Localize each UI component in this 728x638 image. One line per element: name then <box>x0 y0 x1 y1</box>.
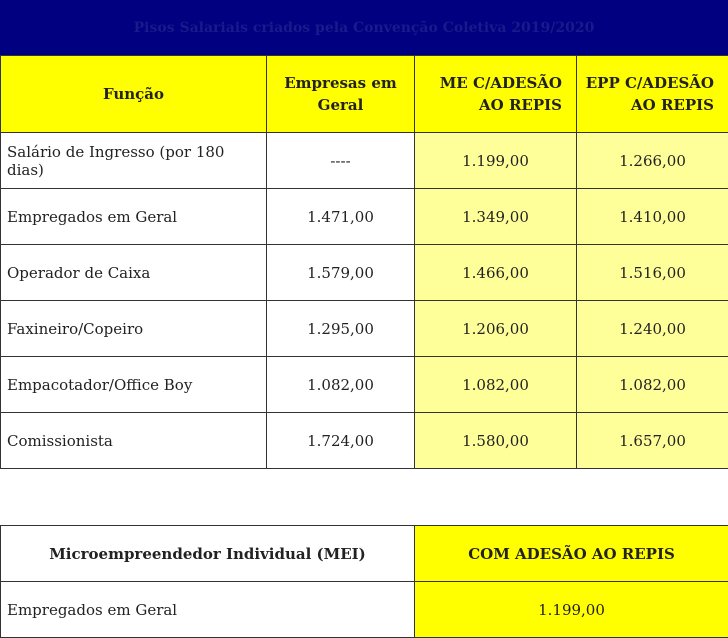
table-row <box>1 413 728 469</box>
table-row <box>1 582 728 638</box>
table-row <box>1 189 728 245</box>
header-empresas-line2: Geral <box>317 96 364 114</box>
table-row <box>1 301 728 357</box>
cell-me: 1.199,00 <box>415 133 577 189</box>
cell-funcao: Faxineiro/Copeiro <box>1 301 267 357</box>
cell-funcao: Salário de Ingresso (por 180 dias) <box>1 133 267 189</box>
cell-me: 1.206,00 <box>415 301 577 357</box>
cell-epp: 1.657,00 <box>577 413 728 469</box>
cell-funcao: Operador de Caixa <box>1 245 267 301</box>
cell-geral: 1.471,00 <box>267 189 415 245</box>
cell-me: 1.082,00 <box>415 357 577 413</box>
cell-funcao: Empregados em Geral <box>1 189 267 245</box>
cell-funcao: Comissionista <box>1 413 267 469</box>
cell-epp: 1.410,00 <box>577 189 728 245</box>
header-funcao: Função <box>1 56 267 133</box>
table-row <box>1 357 728 413</box>
cell-epp: 1.240,00 <box>577 301 728 357</box>
header-epp-repis <box>577 56 728 133</box>
cell-geral: ---- <box>267 133 415 189</box>
mei-header-row <box>1 526 728 582</box>
mei-header-left: Microempreendedor Individual (MEI) <box>1 526 415 582</box>
cell-me: 1.466,00 <box>415 245 577 301</box>
header-empresas-geral <box>267 56 415 133</box>
header-me-line2: AO REPIS <box>479 96 562 114</box>
cell-epp: 1.516,00 <box>577 245 728 301</box>
cell-geral: 1.082,00 <box>267 357 415 413</box>
cell-epp: 1.266,00 <box>577 133 728 189</box>
table-title: Pisos Salariais criados pela Convenção Coletiva 2019/2020 <box>0 0 728 55</box>
cell-geral: 1.724,00 <box>267 413 415 469</box>
header-row <box>1 56 728 133</box>
mei-table <box>0 525 728 638</box>
cell-geral: 1.579,00 <box>267 245 415 301</box>
cell-me: 1.349,00 <box>415 189 577 245</box>
mei-header-right: COM ADESÃO AO REPIS <box>415 526 728 582</box>
cell-funcao: Empacotador/Office Boy <box>1 357 267 413</box>
mei-cell-funcao: Empregados em Geral <box>1 582 415 638</box>
mei-cell-valor: 1.199,00 <box>415 582 728 638</box>
header-me-repis <box>415 56 577 133</box>
header-me-line1: ME C/ADESÃO <box>439 74 562 92</box>
cell-me: 1.580,00 <box>415 413 577 469</box>
salary-table <box>0 55 728 469</box>
cell-epp: 1.082,00 <box>577 357 728 413</box>
cell-geral: 1.295,00 <box>267 301 415 357</box>
table-row <box>1 133 728 189</box>
table-row <box>1 245 728 301</box>
header-epp-line2: AO REPIS <box>631 96 714 114</box>
header-epp-line1: EPP C/ADESÃO <box>585 74 714 92</box>
header-empresas-line1: Empresas em <box>284 74 397 92</box>
